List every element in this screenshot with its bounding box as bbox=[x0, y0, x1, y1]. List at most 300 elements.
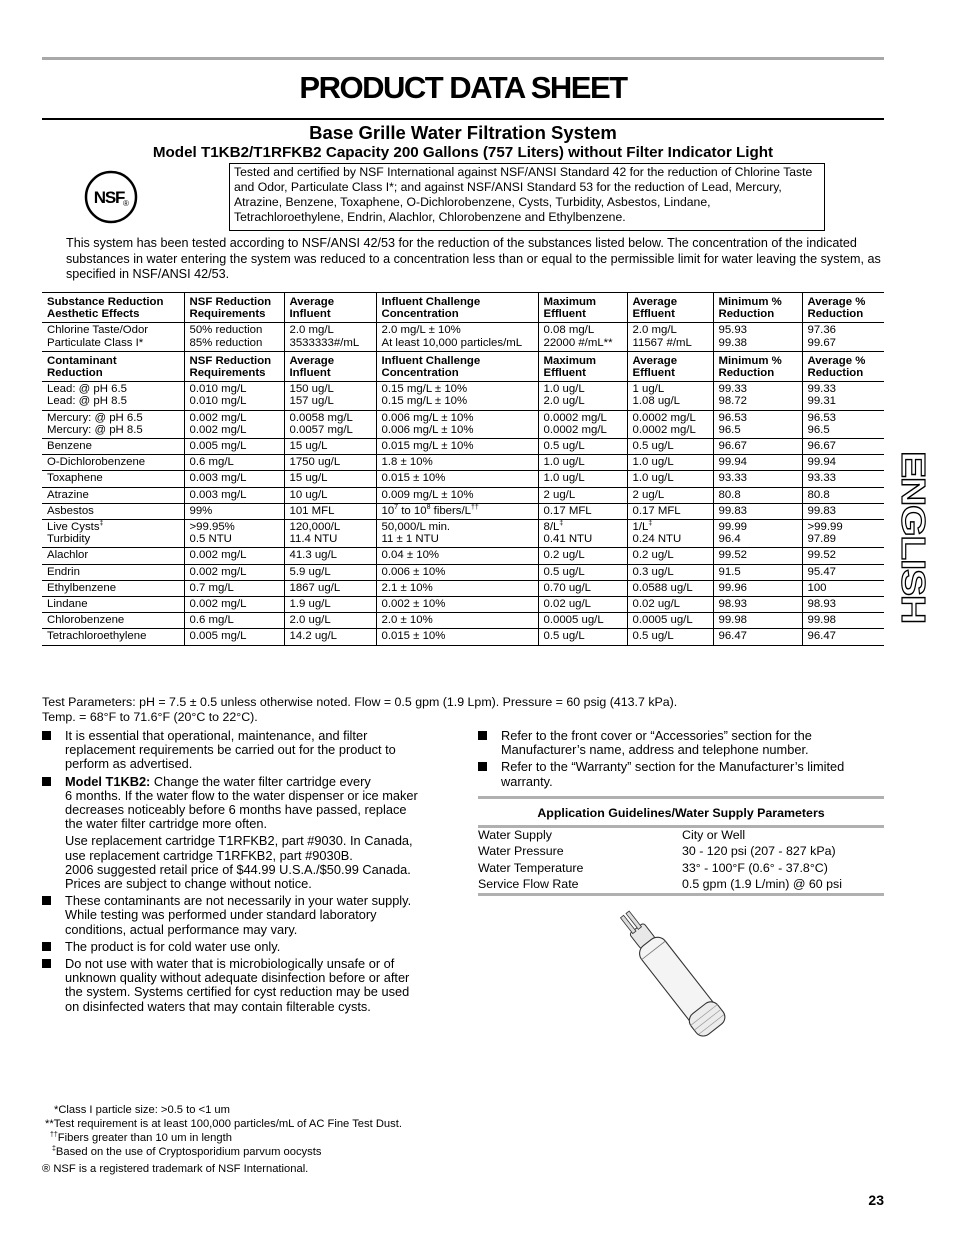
table-cell-line: 0.006 mg/L ± 10% bbox=[381, 411, 474, 424]
table-cell-line: 120,000/L bbox=[289, 521, 341, 534]
table-cell-line: 0.0005 ug/L bbox=[543, 614, 604, 627]
table-cell bbox=[284, 471, 376, 487]
table-cell-line: 1.9 ug/L bbox=[289, 598, 331, 611]
table-cell bbox=[538, 613, 627, 629]
table-cell bbox=[284, 323, 376, 351]
table-cell bbox=[184, 323, 284, 351]
table-cell-line: 96.53 bbox=[807, 411, 837, 424]
table-cell-line: Effluent bbox=[543, 367, 586, 380]
table-cell-line: Average bbox=[289, 354, 335, 367]
table-cell-line: 11.4 NTU bbox=[289, 533, 338, 546]
table-cell-line: Lead: @ pH 8.5 bbox=[47, 395, 127, 408]
table-cell bbox=[184, 597, 284, 613]
table-header-cell bbox=[627, 293, 713, 323]
table-cell-line: 50,000/L min. bbox=[381, 521, 451, 534]
table-cell-line: 93.33 bbox=[807, 472, 837, 485]
table-cell-line: 1.8 ± 10% bbox=[381, 456, 433, 469]
table-cell-line: 0.009 mg/L ± 10% bbox=[381, 488, 474, 501]
bullet-line: It is essential that operational, maintenance, and filter bbox=[65, 728, 368, 743]
table-cell bbox=[802, 520, 884, 548]
bullet-text bbox=[65, 940, 280, 954]
table-cell-line: Alachlor bbox=[47, 549, 89, 562]
table-cell-line: 0.3 ug/L bbox=[632, 565, 674, 578]
table-cell bbox=[627, 410, 713, 438]
table-header-cell bbox=[42, 293, 184, 323]
table-cell-line: Requirements bbox=[189, 308, 266, 321]
table-cell-line: 0.002 mg/L bbox=[189, 423, 247, 436]
guidelines-value: 30 - 120 psi (207 - 827 kPa) bbox=[682, 844, 836, 859]
table-cell bbox=[538, 455, 627, 471]
table-cell-line: 0.002 mg/L bbox=[189, 565, 247, 578]
water-filter-cartridge-icon bbox=[588, 908, 756, 1038]
table-cell-line: Reduction bbox=[47, 367, 103, 380]
table-row bbox=[42, 410, 884, 438]
table-header-cell bbox=[42, 351, 184, 381]
table-cell-line: $10^7$ to $10^8$ fibers/L†† bbox=[381, 504, 479, 517]
bullet-line: perform as advertised. bbox=[65, 756, 193, 772]
table-cell bbox=[713, 613, 802, 629]
table-cell-line: O-Dichlorobenzene bbox=[47, 456, 146, 469]
table-cell-line: 14.2 ug/L bbox=[289, 630, 338, 643]
nsf-logo-mark: ® bbox=[123, 199, 129, 208]
table-cell-line: 41.3 ug/L bbox=[289, 549, 338, 562]
table-cell-line: Lead: @ pH 6.5 bbox=[47, 383, 127, 396]
table-cell bbox=[713, 564, 802, 580]
table-cell-line: 99.83 bbox=[807, 504, 837, 517]
table-cell bbox=[184, 613, 284, 629]
table-cell-line: 2.0 ug/L bbox=[289, 614, 331, 627]
table-cell bbox=[42, 471, 184, 487]
table-cell bbox=[284, 439, 376, 455]
guidelines-bottom-rule bbox=[478, 893, 884, 896]
table-cell-line: 1750 ug/L bbox=[289, 456, 341, 469]
table-cell-line: 0.17 MFL bbox=[543, 504, 592, 517]
nsf-logo-text: NSF bbox=[93, 188, 125, 207]
footnote: ††Fibers greater than 10 um in length bbox=[50, 1131, 232, 1144]
table-cell-line: Influent Challenge bbox=[381, 296, 481, 308]
bullet-square-icon bbox=[42, 942, 51, 951]
certification-box: Tested and certified by NSF International against NSF/ANSI Standard 42 for the reduction of Chlorine Taste and Odor, Particulate Class I*; and against NSF/ANSI Standard 53 for the reduction of Lead, Mercury, Atrazine, Benzene, Toxaphene, O-Dichlorobenzene, Cysts, Turbidity, Asbestos, Lindane, Tetrachloroethylene, Endrin, Alachlor, Chlorobenzene and Ethylbenzene. bbox=[229, 163, 825, 231]
table-cell-line: 0.5 ug/L bbox=[543, 565, 585, 578]
table-cell-line: 0.006 ± 10% bbox=[381, 565, 446, 578]
table-cell bbox=[42, 455, 184, 471]
table-cell-line: Chlorobenzene bbox=[47, 614, 125, 627]
table-cell bbox=[376, 613, 538, 629]
table-cell bbox=[42, 520, 184, 548]
table-cell bbox=[713, 520, 802, 548]
table-cell-line: 98.93 bbox=[807, 598, 837, 611]
table-cell bbox=[42, 629, 184, 645]
table-cell-line: 0.5 ug/L bbox=[543, 440, 585, 453]
table-cell bbox=[538, 597, 627, 613]
table-cell bbox=[284, 597, 376, 613]
table-row bbox=[42, 597, 884, 613]
table-cell-line: Endrin bbox=[47, 565, 80, 578]
table-cell-line: 11567 #/mL bbox=[632, 336, 692, 349]
table-header-row bbox=[42, 351, 884, 381]
table-cell bbox=[184, 564, 284, 580]
table-cell-line: 96.53 bbox=[718, 411, 748, 424]
table-cell bbox=[376, 564, 538, 580]
table-cell-line: 0.15 mg/L ± 10% bbox=[381, 395, 468, 408]
table-cell-line: At least 10,000 particles/mL bbox=[381, 336, 523, 349]
table-cell-line: Mercury: @ pH 6.5 bbox=[47, 411, 143, 424]
footnote: *Class I particle size: >0.5 to <1 um bbox=[54, 1104, 230, 1116]
table-cell-line: 98.93 bbox=[718, 598, 748, 611]
table-cell-line: 96.67 bbox=[807, 440, 837, 453]
table-cell-line: 95.93 bbox=[718, 324, 748, 337]
table-cell bbox=[376, 548, 538, 564]
table-cell bbox=[284, 520, 376, 548]
bullet-text bbox=[501, 760, 844, 788]
table-cell-line: 91.5 bbox=[718, 565, 741, 578]
table-header-cell bbox=[802, 293, 884, 323]
table-cell-line: 150 ug/L bbox=[289, 383, 334, 396]
table-row bbox=[42, 439, 884, 455]
table-cell bbox=[627, 597, 713, 613]
table-cell-line: 0.24 NTU bbox=[632, 533, 682, 546]
table-cell bbox=[284, 548, 376, 564]
table-header-cell bbox=[184, 293, 284, 323]
bullet-text bbox=[65, 894, 411, 937]
table-cell-line: Contaminant bbox=[47, 354, 117, 367]
guidelines-value: City or Well bbox=[682, 828, 746, 842]
table-cell bbox=[376, 629, 538, 645]
table-cell-line: 0.17 MFL bbox=[632, 504, 681, 517]
table-cell bbox=[42, 564, 184, 580]
table-cell bbox=[538, 323, 627, 351]
table-cell bbox=[42, 439, 184, 455]
table-cell bbox=[538, 520, 627, 548]
table-cell-line: 8/L‡ bbox=[543, 520, 564, 534]
table-cell-line: 0.0588 ug/L bbox=[632, 581, 693, 594]
bullet-text bbox=[65, 957, 409, 1014]
table-cell-line: 1867 ug/L bbox=[289, 581, 341, 594]
table-cell bbox=[802, 439, 884, 455]
table-cell bbox=[627, 520, 713, 548]
bullet-line: warranty. bbox=[501, 773, 553, 789]
page-title: PRODUCT DATA SHEET bbox=[299, 70, 627, 105]
table-cell-line: >99.95% bbox=[189, 521, 235, 534]
table-row bbox=[42, 471, 884, 487]
table-cell bbox=[538, 382, 627, 410]
bullet-line: use replacement cartridge T1RFKB2, part #9030B. bbox=[65, 847, 353, 863]
table-cell-line: Lindane bbox=[47, 598, 88, 611]
table-cell bbox=[627, 629, 713, 645]
table-cell bbox=[184, 410, 284, 438]
guidelines-key: Service Flow Rate bbox=[478, 876, 579, 891]
table-cell-line: 0.015 ± 10% bbox=[381, 472, 446, 485]
table-cell bbox=[802, 580, 884, 596]
table-row bbox=[42, 503, 884, 519]
table-cell-line: Minimum % bbox=[718, 354, 782, 367]
bullet-line: replacement requirements be carried out for the product to bbox=[65, 742, 396, 758]
table-cell-line: 96.4 bbox=[718, 533, 741, 546]
table-cell-line: Average bbox=[632, 354, 678, 367]
table-cell bbox=[42, 323, 184, 351]
table-cell-line: 0.0005 ug/L bbox=[632, 614, 693, 627]
table-cell bbox=[42, 487, 184, 503]
bullet-line: Do not use with water that is microbiologically unsafe or of bbox=[65, 956, 395, 971]
table-cell bbox=[713, 410, 802, 438]
table-cell bbox=[538, 629, 627, 645]
table-header-cell bbox=[713, 351, 802, 381]
bullet-square-icon bbox=[478, 731, 487, 740]
table-cell bbox=[42, 613, 184, 629]
bullet-line: on disinfected waters that may contain filterable cysts. bbox=[65, 998, 371, 1014]
table-cell bbox=[802, 471, 884, 487]
bullet-line: These contaminants are not necessarily in your water supply. bbox=[65, 893, 412, 909]
table-cell-line: 0.08 mg/L bbox=[543, 324, 595, 337]
table-cell bbox=[713, 382, 802, 410]
intro-paragraph: This system has been tested according to NSF/ANSI 42/53 for the reduction of the substances listed below. The concentration of the indicated substances in water entering the system was reduced to a concentration less than or equal to the permissible limit for water leaving the system, as specified in NSF/ANSI 42/53. bbox=[66, 236, 881, 281]
table-cell-line: Ethylbenzene bbox=[47, 581, 117, 594]
table-cell bbox=[538, 410, 627, 438]
table-cell-line: Asbestos bbox=[47, 504, 94, 517]
bullet-line: Model T1KB2: Change the water filter cartridge every bbox=[65, 773, 371, 789]
table-cell-line: Tetrachloroethylene bbox=[47, 630, 147, 643]
table-cell-line: 0.0058 mg/L bbox=[289, 411, 353, 424]
bullet-line: 2006 suggested retail price of $44.99 U.S.A./$50.99 Canada. bbox=[65, 861, 411, 877]
bullet-line: the system. Systems certified for cyst reduction may be used bbox=[65, 984, 410, 1000]
table-cell bbox=[713, 580, 802, 596]
table-cell-line: 99.38 bbox=[718, 336, 748, 349]
table-cell bbox=[627, 564, 713, 580]
table-cell-line: 22000 #/mL** bbox=[543, 336, 613, 349]
table-cell-line: Effluent bbox=[632, 308, 675, 321]
table-cell-line: Average % bbox=[807, 296, 866, 308]
bullet-square-icon bbox=[42, 731, 51, 740]
table-cell bbox=[802, 410, 884, 438]
table-cell bbox=[184, 439, 284, 455]
guidelines-key: Water Supply bbox=[478, 828, 552, 842]
table-header-cell bbox=[627, 351, 713, 381]
table-cell-line: 0.7 mg/L bbox=[189, 581, 234, 594]
table-cell-line: 1 ug/L bbox=[632, 383, 665, 396]
table-cell bbox=[627, 323, 713, 351]
table-cell-line: 0.04 ± 10% bbox=[381, 549, 440, 562]
table-cell-line: 2.0 mg/L bbox=[289, 324, 334, 337]
table-cell-line: Live Cysts‡ bbox=[47, 520, 104, 534]
table-cell-line: 0.0002 mg/L bbox=[632, 423, 696, 436]
table-cell bbox=[284, 487, 376, 503]
table-cell bbox=[802, 548, 884, 564]
bullet-line: Manufacturer’s name, address and telephone number. bbox=[501, 742, 809, 758]
table-cell bbox=[627, 455, 713, 471]
table-cell-line: Concentration bbox=[381, 367, 459, 380]
footnote: **Test requirement is at least 100,000 particles/mL of AC Fine Test Dust. bbox=[45, 1118, 402, 1130]
table-cell-line: Reduction bbox=[807, 308, 864, 321]
table-cell-line: 2.0 mg/L ± 10% bbox=[381, 324, 461, 337]
table-row bbox=[42, 455, 884, 471]
table-cell-line: 0.0057 mg/L bbox=[289, 423, 353, 436]
table-cell bbox=[713, 471, 802, 487]
table-cell bbox=[538, 439, 627, 455]
table-cell bbox=[284, 410, 376, 438]
table-cell bbox=[184, 487, 284, 503]
table-cell-line: 0.006 mg/L ± 10% bbox=[381, 423, 474, 436]
bullet-text bbox=[65, 775, 418, 832]
table-cell-line: 10 ug/L bbox=[289, 488, 328, 501]
table-cell-line: 99.98 bbox=[718, 614, 748, 627]
table-cell bbox=[376, 455, 538, 471]
table-cell bbox=[42, 597, 184, 613]
table-cell bbox=[627, 548, 713, 564]
table-cell-line: 0.015 ± 10% bbox=[381, 630, 446, 643]
table-cell bbox=[184, 548, 284, 564]
table-cell-line: Effluent bbox=[632, 367, 675, 380]
bullet-square-icon bbox=[42, 896, 51, 905]
table-cell bbox=[713, 503, 802, 519]
table-cell-line: 2 ug/L bbox=[543, 488, 576, 501]
table-cell-line: 1.08 ug/L bbox=[632, 395, 681, 408]
test-parameters-line: Temp. = 68°F to 71.6°F (20°C to 22°C). bbox=[42, 710, 258, 724]
table-cell bbox=[713, 487, 802, 503]
table-cell-line: 99.52 bbox=[718, 549, 748, 562]
table-cell bbox=[713, 455, 802, 471]
bullet-line: Use replacement cartridge T1RFKB2, part #9030. In Canada, bbox=[65, 833, 413, 849]
table-cell bbox=[802, 564, 884, 580]
table-cell-line: 2 ug/L bbox=[632, 488, 665, 501]
table-cell-line: 99.99 bbox=[718, 521, 748, 534]
bullet-line: While testing was performed under standard laboratory bbox=[65, 907, 377, 923]
table-cell-line: 0.010 mg/L bbox=[189, 383, 247, 396]
table-header-cell bbox=[284, 351, 376, 381]
table-cell bbox=[284, 629, 376, 645]
table-cell bbox=[284, 580, 376, 596]
table-cell-line: 0.002 mg/L bbox=[189, 411, 247, 424]
table-row bbox=[42, 629, 884, 645]
table-cell-line: 2.0 mg/L bbox=[632, 324, 677, 337]
table-cell-line: 96.5 bbox=[718, 423, 741, 436]
table-cell-line: 99.33 bbox=[807, 383, 837, 396]
table-cell-line: 0.5 ug/L bbox=[543, 630, 585, 643]
table-header-row bbox=[42, 293, 884, 323]
system-title: Base Grille Water Filtration System bbox=[309, 122, 617, 143]
table-cell-line: NSF Reduction bbox=[189, 354, 272, 367]
table-cell-line: 0.5 NTU bbox=[189, 533, 232, 546]
table-cell bbox=[376, 439, 538, 455]
table-cell-line: 97.89 bbox=[807, 533, 837, 546]
footnote: ‡Based on the use of Cryptosporidium parvum oocysts bbox=[52, 1145, 322, 1158]
table-header-cell bbox=[713, 293, 802, 323]
guidelines-value: 33° - 100°F (0.6° - 37.8°C) bbox=[682, 860, 828, 875]
top-rule bbox=[42, 57, 884, 60]
table-cell bbox=[376, 471, 538, 487]
table-cell bbox=[802, 613, 884, 629]
table-cell-line: 0.5 ug/L bbox=[632, 440, 674, 453]
table-row bbox=[42, 382, 884, 410]
table-cell-line: 0.002 ± 10% bbox=[381, 598, 446, 611]
table-cell bbox=[627, 613, 713, 629]
table-cell-line: 0.005 mg/L bbox=[189, 440, 247, 453]
table-cell-line: 85% reduction bbox=[189, 336, 263, 349]
table-cell bbox=[627, 580, 713, 596]
table-row bbox=[42, 487, 884, 503]
table-cell bbox=[376, 382, 538, 410]
table-cell-line: 99% bbox=[189, 504, 213, 517]
table-cell-line: 0.0002 mg/L bbox=[543, 411, 607, 424]
table-cell bbox=[627, 471, 713, 487]
guidelines-title: Application Guidelines/Water Supply Parameters bbox=[478, 796, 884, 828]
table-cell-line: Particulate Class I* bbox=[47, 336, 144, 349]
table-cell-line: 0.6 mg/L bbox=[189, 456, 234, 469]
guidelines-value: 0.5 gpm (1.9 L/min) @ 60 psi bbox=[682, 876, 842, 891]
table-cell-line: 0.6 mg/L bbox=[189, 614, 234, 627]
table-cell-line: 93.33 bbox=[718, 472, 748, 485]
table-cell-line: 1.0 ug/L bbox=[632, 456, 674, 469]
bullet-square-icon bbox=[478, 762, 487, 771]
table-cell-line: 0.010 mg/L bbox=[189, 395, 247, 408]
table-cell-line: 1.0 ug/L bbox=[543, 383, 585, 396]
table-cell-line: Turbidity bbox=[47, 533, 91, 546]
table-cell-line: 0.0002 mg/L bbox=[632, 411, 696, 424]
table-cell bbox=[42, 382, 184, 410]
table-cell bbox=[627, 382, 713, 410]
table-cell-line: 99.52 bbox=[807, 549, 837, 562]
table-cell-line: Average bbox=[632, 296, 678, 308]
table-cell-line: 5.9 ug/L bbox=[289, 565, 331, 578]
table-cell-line: Chlorine Taste/Odor bbox=[47, 324, 149, 337]
page-number: 23 bbox=[868, 1192, 884, 1208]
table-cell-line: 0.41 NTU bbox=[543, 533, 593, 546]
bullet-line: Refer to the front cover or “Accessories” section for the bbox=[501, 728, 812, 743]
table-row bbox=[42, 323, 884, 351]
table-row bbox=[42, 548, 884, 564]
title-rule bbox=[42, 118, 884, 120]
table-cell-line: 95.47 bbox=[807, 565, 837, 578]
table-cell-line: 1.0 ug/L bbox=[632, 472, 674, 485]
table-cell bbox=[802, 323, 884, 351]
table-cell bbox=[713, 548, 802, 564]
table-cell-line: 0.02 ug/L bbox=[632, 598, 681, 611]
table-cell-line: Aesthetic Effects bbox=[47, 308, 140, 321]
table-cell-line: 2.1 ± 10% bbox=[381, 581, 433, 594]
bullet-square-icon bbox=[42, 777, 51, 786]
table-cell bbox=[627, 503, 713, 519]
bullet-line: decreases noticeably before 6 months have passed, replace bbox=[65, 802, 407, 817]
table-cell-line: 0.5 ug/L bbox=[632, 630, 674, 643]
table-cell-line: 11 ± 1 NTU bbox=[381, 533, 439, 546]
table-cell-line: 1.0 ug/L bbox=[543, 456, 585, 469]
table-cell-line: 0.2 ug/L bbox=[632, 549, 674, 562]
table-cell bbox=[284, 564, 376, 580]
table-cell-line: Influent bbox=[289, 308, 331, 321]
table-cell bbox=[713, 439, 802, 455]
table-cell bbox=[376, 520, 538, 548]
table-cell bbox=[184, 520, 284, 548]
model-subtitle: Model T1KB2/T1RFKB2 Capacity 200 Gallons (757 Liters) without Filter Indicator Light bbox=[152, 144, 774, 161]
table-cell-line: 1.0 ug/L bbox=[543, 472, 585, 485]
table-cell-line: Reduction bbox=[718, 308, 775, 321]
table-cell-line: 2.0 ± 10% bbox=[381, 614, 433, 627]
table-header-cell bbox=[376, 351, 538, 381]
table-cell bbox=[376, 503, 538, 519]
bullet-line: Prices are subject to change without notice. bbox=[65, 876, 312, 891]
table-cell-line: Atrazine bbox=[47, 488, 89, 501]
table-cell bbox=[376, 410, 538, 438]
table-cell bbox=[538, 548, 627, 564]
table-cell-line: Minimum % bbox=[718, 296, 782, 308]
table-cell-line: Benzene bbox=[47, 440, 92, 453]
table-cell bbox=[284, 613, 376, 629]
table-cell bbox=[538, 580, 627, 596]
bullet-text bbox=[65, 834, 413, 891]
table-cell-line: Requirements bbox=[189, 367, 266, 380]
bullet-line: the water filter cartridge more often. bbox=[65, 816, 267, 832]
table-row bbox=[42, 520, 884, 548]
bullet-line: conditions, actual performance may vary. bbox=[65, 921, 298, 937]
